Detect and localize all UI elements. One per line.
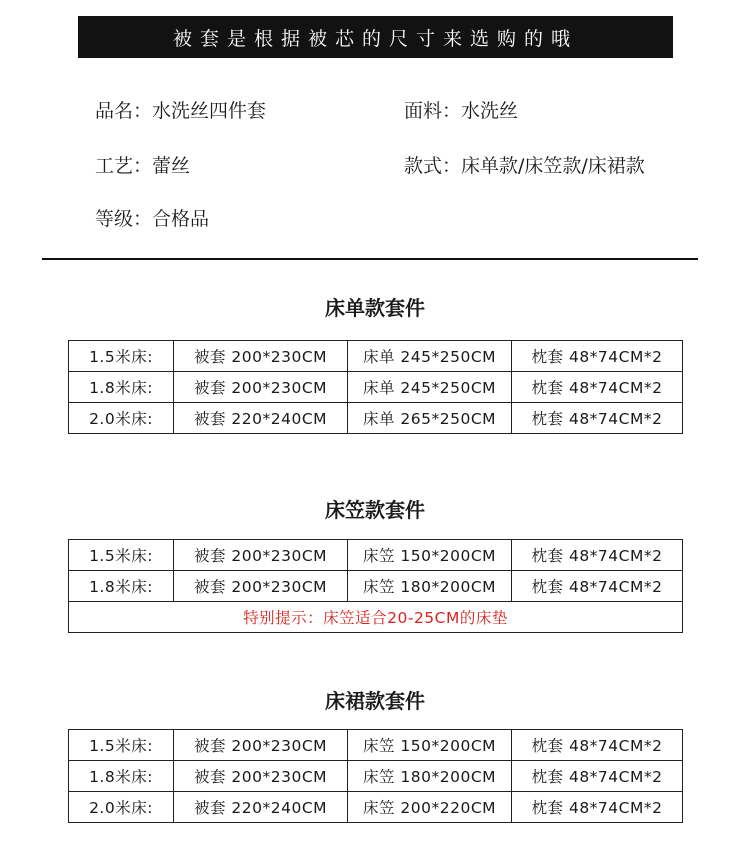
duvet-cover-cell: 被套 200*230CM — [174, 761, 348, 792]
duvet-cover-cell: 被套 200*230CM — [174, 372, 348, 403]
fitted-sheet-note: 特别提示：床笠适合20-25CM的床垫 — [69, 602, 683, 633]
pillowcase-cell: 枕套 48*74CM*2 — [512, 372, 683, 403]
table-row — [69, 602, 683, 633]
fitted-sheet-cell: 床笠 200*220CM — [348, 792, 512, 823]
pillowcase-cell: 枕套 48*74CM*2 — [512, 540, 683, 571]
table-row — [69, 792, 683, 823]
fitted-sheet-cell: 床笠 150*200CM — [348, 540, 512, 571]
fitted-sheet-cell: 床笠 180*200CM — [348, 761, 512, 792]
section-title-bed-skirt: 床裙款套件 — [325, 689, 425, 713]
duvet-cover-cell: 被套 200*230CM — [174, 730, 348, 761]
duvet-cover-cell: 被套 220*240CM — [174, 403, 348, 434]
divider — [42, 258, 698, 260]
duvet-cover-cell: 被套 200*230CM — [174, 540, 348, 571]
grade: 等级：合格品 — [95, 208, 210, 230]
bed-size-cell: 1.8米床: — [69, 571, 174, 602]
bed-size-cell: 1.5米床: — [69, 540, 174, 571]
pillowcase-cell: 枕套 48*74CM*2 — [512, 761, 683, 792]
fitted-sheet-cell: 床笠 180*200CM — [348, 571, 512, 602]
style: 款式：床单款/床笠款/床裙款 — [404, 155, 645, 177]
spec-table-flat-sheet — [68, 340, 683, 434]
bed-size-cell: 1.5米床: — [69, 730, 174, 761]
section-title-flat-sheet: 床单款套件 — [325, 296, 425, 320]
table-row — [69, 403, 683, 434]
bed-size-cell: 1.8米床: — [69, 761, 174, 792]
section-title-fitted-sheet: 床笠款套件 — [325, 498, 425, 522]
table-row — [69, 372, 683, 403]
product-name: 品名：水洗丝四件套 — [95, 100, 267, 122]
sheet-cell: 床单 265*250CM — [348, 403, 512, 434]
pillowcase-cell: 枕套 48*74CM*2 — [512, 730, 683, 761]
table-row — [69, 571, 683, 602]
sheet-cell: 床单 245*250CM — [348, 341, 512, 372]
table-row — [69, 341, 683, 372]
pillowcase-cell: 枕套 48*74CM*2 — [512, 403, 683, 434]
duvet-cover-cell: 被套 220*240CM — [174, 792, 348, 823]
header-banner: 被套是根据被芯的尺寸来选购的哦 — [78, 16, 673, 58]
table-row — [69, 730, 683, 761]
bed-size-cell: 2.0米床: — [69, 792, 174, 823]
spec-table-bed-skirt — [68, 729, 683, 823]
bed-size-cell: 1.8米床: — [69, 372, 174, 403]
sheet-cell: 床单 245*250CM — [348, 372, 512, 403]
fabric: 面料：水洗丝 — [404, 100, 519, 122]
pillowcase-cell: 枕套 48*74CM*2 — [512, 792, 683, 823]
bed-size-cell: 2.0米床: — [69, 403, 174, 434]
duvet-cover-cell: 被套 200*230CM — [174, 571, 348, 602]
duvet-cover-cell: 被套 200*230CM — [174, 341, 348, 372]
table-row — [69, 761, 683, 792]
craft: 工艺：蕾丝 — [95, 155, 191, 177]
fitted-sheet-cell: 床笠 150*200CM — [348, 730, 512, 761]
pillowcase-cell: 枕套 48*74CM*2 — [512, 341, 683, 372]
pillowcase-cell: 枕套 48*74CM*2 — [512, 571, 683, 602]
bed-size-cell: 1.5米床: — [69, 341, 174, 372]
spec-table-fitted-sheet — [68, 539, 683, 633]
table-row — [69, 540, 683, 571]
